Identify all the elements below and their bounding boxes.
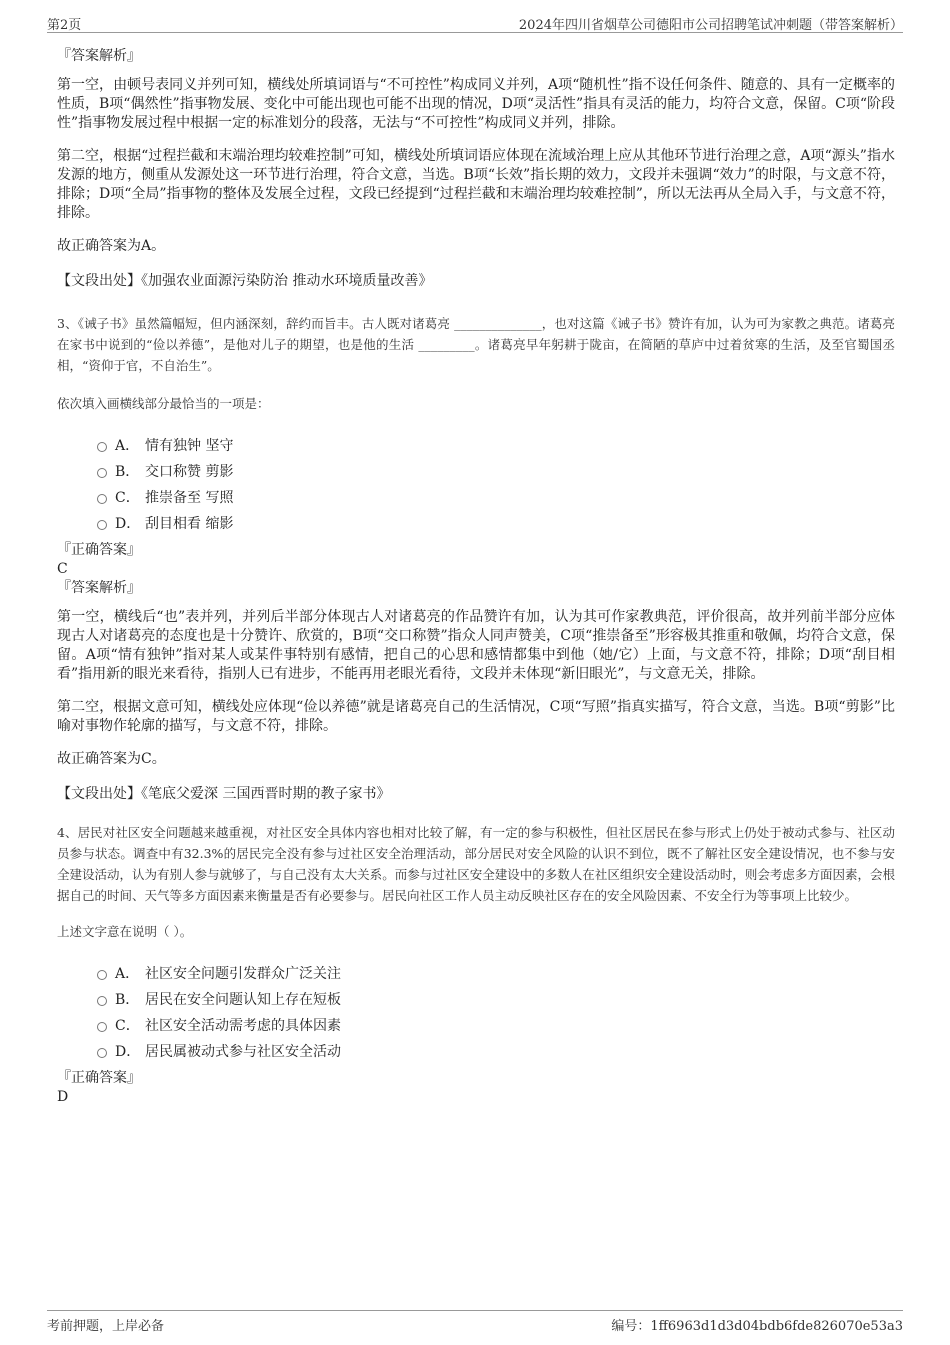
question-3-text: 3、《诫子书》虽然篇幅短，但内涵深刻，辞约而旨丰。古人既对诸葛亮 ______________，也对这篇《诫子书》赞许有加，认为可为家教之典范。诸葛亮在家书中说到的“俭以养德”，是他对儿子的期望，也是他的生活 _________。诸葛亮早年躬耕于陇亩，在简陋的草庐中过着贫寒的生活，及至官蜀国丞相，“资仰于官，不自治生”。	[57, 316, 895, 373]
radio-icon[interactable]	[97, 520, 107, 530]
document-id: 编号：1ff6963d1d3d04bdb6fde826070e53a3	[611, 1319, 903, 1334]
option-c[interactable]: C． 推崇备至 写照	[57, 485, 895, 511]
question-3-options	[57, 433, 895, 537]
option-a[interactable]: A． 情有独钟 坚守	[57, 433, 895, 459]
footer-slogan: 考前押题，上岸必备	[47, 1319, 165, 1334]
analysis-label: 『答案解析』	[57, 48, 141, 64]
analysis-conclusion: 故正确答案为A。	[57, 238, 166, 254]
source-citation: 【文段出处】《加强农业面源污染防治 推动水环境质量改善》	[57, 273, 433, 289]
correct-answer: D	[57, 1089, 69, 1105]
option-d[interactable]: D． 刮目相看 缩影	[57, 511, 895, 537]
radio-icon[interactable]	[97, 1048, 107, 1058]
document-title: 2024年四川省烟草公司德阳市公司招聘笔试冲刺题（带答案解析）	[518, 18, 903, 33]
answer-label: 『正确答案』	[57, 1070, 141, 1086]
radio-icon[interactable]	[97, 1022, 107, 1032]
option-b[interactable]: B． 居民在安全问题认知上存在短板	[57, 987, 895, 1013]
analysis-paragraph: 第二空，根据“过程拦截和末端治理均较难控制”可知，横线处所填词语应体现在流域治理上应从其他环节进行治理之意，A项“源头”指水发源的地方，侧重从发源处这一环节进行治理，符合文意，当选。B项“长效”指长期的效力，文段并未强调“效力”的时限，与文意不符，排除；D项“全局”指事物的整体及发展全过程，文段已经提到“过程拦截和末端治理均较难控制”，所以无法再从全局入手，与文意不符，排除。	[57, 148, 895, 221]
radio-icon[interactable]	[97, 996, 107, 1006]
option-d[interactable]: D． 居民属被动式参与社区安全活动	[57, 1039, 895, 1065]
answer-label: 『正确答案』	[57, 542, 141, 558]
analysis-conclusion: 故正确答案为C。	[57, 751, 166, 767]
analysis-paragraph: 第二空，根据文意可知，横线处应体现“俭以养德”就是诸葛亮自己的生活情况，C项“写照”指真实描写，符合文意，当选。B项“剪影”比喻对事物作轮廓的描写，与文意不符，排除。	[57, 699, 895, 734]
analysis-paragraph: 第一空，由顿号表同义并列可知，横线处所填词语与“不可控性”构成同义并列，A项“随机性”指不设任何条件、随意的、具有一定概率的性质，B项“偶然性”指事物发展、变化中可能出现也可能不出现的情况，D项“灵活性”指具有灵活的能力，均符合文意，保留。C项“阶段性”指事物发展过程中根据一定的标准划分的段落，无法与“不可控性”构成同义并列，排除。	[57, 77, 896, 131]
option-b[interactable]: B． 交口称赞 剪影	[57, 459, 895, 485]
radio-icon[interactable]	[97, 468, 107, 478]
question-3-prompt: 依次填入画横线部分最恰当的一项是：	[57, 396, 270, 411]
correct-answer: C	[57, 561, 68, 577]
option-c[interactable]: C． 社区安全活动需考虑的具体因素	[57, 1013, 895, 1039]
question-4-prompt: 上述文字意在说明（ ）。	[57, 924, 193, 939]
radio-icon[interactable]	[97, 442, 107, 452]
analysis-label: 『答案解析』	[57, 580, 141, 596]
radio-icon[interactable]	[97, 494, 107, 504]
page-number: 第2页	[47, 18, 82, 33]
question-4-text: 4、居民对社区安全问题越来越重视，对社区安全具体内容也相对比较了解，有一定的参与积极性，但社区居民在参与形式上仍处于被动式参与、社区动员参与状态。调查中有32.3%的居民完全没有参与过社区安全治理活动，部分居民对安全风险的认识不到位，既不了解社区安全建设情况，也不参与安全建设活动，认为有别人参与就够了，与自己没有太大关系。而参与过社区安全建设中的多数人在社区组织安全建设活动时，则会考虑多方面因素，会根据自己的时间、天气等多方面因素来衡量是否有必要参与。居民向社区工作人员主动反映社区存在的安全风险因素、不安全行为等事项上比较少。	[57, 825, 895, 903]
analysis-paragraph: 第一空，横线后“也”表并列，并列后半部分体现古人对诸葛亮的作品赞许有加，认为其可作家教典范，评价很高，故并列前半部分应体现古人对诸葛亮的态度也是十分赞许、欣赏的，B项“交口称赞”指众人同声赞美，C项“推崇备至”形容极其推重和敬佩，均符合文意，保留。A项“情有独钟”指对某人或某件事特别有感情，把自己的心思和感情都集中到他（她/它）上面，与文意不符，排除；D项“刮目相看”指用新的眼光来看待，指别人已有进步，不能再用老眼光看待，文段并未体现“新旧眼光”，与文意无关，排除。	[57, 609, 895, 682]
question-4-options	[57, 961, 895, 1065]
page-footer	[47, 1310, 903, 1334]
radio-icon[interactable]	[97, 970, 107, 980]
page-header	[47, 12, 903, 33]
document-body	[57, 46, 895, 1107]
option-a[interactable]: A． 社区安全问题引发群众广泛关注	[57, 961, 895, 987]
source-citation: 【文段出处】《笔底父爱深 三国西晋时期的教子家书》	[57, 786, 391, 802]
